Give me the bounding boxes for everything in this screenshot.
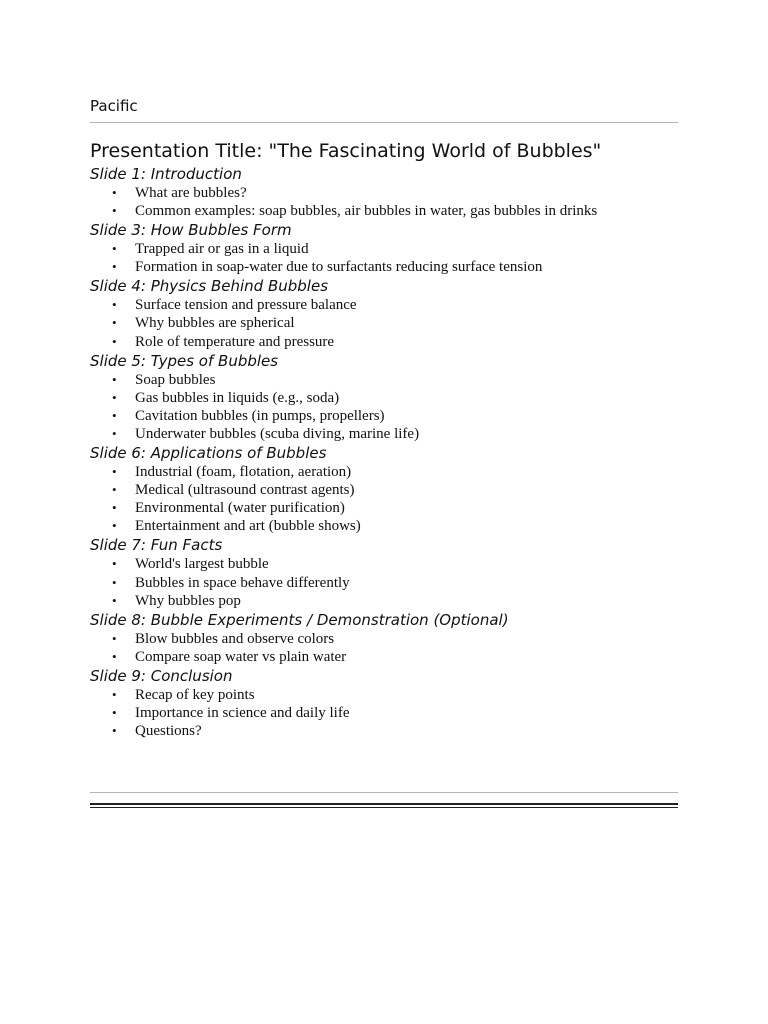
list-item xyxy=(90,574,678,592)
bullet-icon: • xyxy=(112,482,117,498)
bullet-icon: • xyxy=(112,389,117,405)
bullet-icon: • xyxy=(112,518,117,534)
bullet-icon: • xyxy=(112,630,117,646)
bullet-icon: • xyxy=(112,574,117,590)
bullet-icon: • xyxy=(112,371,117,387)
bullet-list xyxy=(90,463,678,535)
bullet-icon: • xyxy=(112,333,117,349)
list-item xyxy=(90,463,678,481)
bullet-icon: • xyxy=(112,241,117,257)
list-item-text: Recap of key points xyxy=(135,686,255,703)
list-item-text: Medical (ultrasound contrast agents) xyxy=(135,482,355,499)
list-item xyxy=(90,371,678,389)
list-item-text: Questions? xyxy=(135,723,202,740)
bullet-icon: • xyxy=(112,425,117,441)
bullet-icon: • xyxy=(112,315,117,331)
bullet-icon: • xyxy=(112,464,117,480)
bullet-icon: • xyxy=(112,592,117,608)
list-item-text: Cavitation bubbles (in pumps, propellers) xyxy=(135,407,385,424)
list-item-text: Common examples: soap bubbles, air bubbles in water, gas bubbles in drinks xyxy=(135,203,598,220)
list-item xyxy=(90,722,678,740)
list-item xyxy=(90,555,678,573)
bullet-icon: • xyxy=(112,203,117,219)
slide-heading: Slide 4: Physics Behind Bubbles xyxy=(90,277,329,296)
slide-heading: Slide 5: Types of Bubbles xyxy=(90,351,279,370)
bullet-list xyxy=(90,296,678,350)
list-item-text: Formation in soap-water due to surfactants reducing surface tension xyxy=(135,259,543,276)
bullet-list xyxy=(90,555,678,609)
list-item-text: World's largest bubble xyxy=(135,556,269,573)
slide-section xyxy=(90,535,678,609)
list-item xyxy=(90,630,678,648)
bullet-list xyxy=(90,686,678,740)
slide-section xyxy=(90,610,678,666)
list-item xyxy=(90,648,678,666)
list-item xyxy=(90,481,678,499)
list-item-text: Surface tension and pressure balance xyxy=(135,297,357,314)
bullet-list xyxy=(90,184,678,220)
list-item-text: Importance in science and daily life xyxy=(135,704,350,721)
page-header: Pacific xyxy=(90,97,138,115)
list-item xyxy=(90,184,678,202)
slide-section xyxy=(90,276,678,350)
list-item xyxy=(90,592,678,610)
bullet-icon: • xyxy=(112,407,117,423)
list-item-text: Trapped air or gas in a liquid xyxy=(135,241,309,258)
bullet-icon: • xyxy=(112,556,117,572)
footer xyxy=(90,792,678,808)
list-item xyxy=(90,296,678,314)
slide-heading: Slide 7: Fun Facts xyxy=(90,536,223,555)
list-item xyxy=(90,202,678,220)
list-item-text: Industrial (foam, flotation, aeration) xyxy=(135,464,352,481)
bullet-icon: • xyxy=(112,704,117,720)
document-title: Presentation Title: "The Fascinating World of Bubbles" xyxy=(90,140,602,162)
list-item-text: Bubbles in space behave differently xyxy=(135,574,350,591)
document-body xyxy=(90,164,678,740)
bullet-icon: • xyxy=(112,297,117,313)
bullet-list xyxy=(90,371,678,443)
slide-heading: Slide 8: Bubble Experiments / Demonstration (Optional) xyxy=(90,610,509,629)
slide-section xyxy=(90,666,678,740)
list-item-text: What are bubbles? xyxy=(135,185,247,201)
slide-section xyxy=(90,164,678,220)
list-item xyxy=(90,314,678,332)
list-item xyxy=(90,499,678,517)
list-item xyxy=(90,333,678,351)
list-item-text: Environmental (water purification) xyxy=(135,500,345,517)
slide-heading: Slide 1: Introduction xyxy=(90,165,242,183)
list-item xyxy=(90,686,678,704)
document-page xyxy=(90,96,678,740)
header-divider xyxy=(90,122,678,123)
bullet-icon: • xyxy=(112,686,117,702)
list-item-text: Gas bubbles in liquids (e.g., soda) xyxy=(135,389,340,406)
slide-heading: Slide 3: How Bubbles Form xyxy=(90,221,292,240)
list-item-text: Underwater bubbles (scuba diving, marine life) xyxy=(135,425,420,442)
footer-double-rule xyxy=(90,803,678,808)
slide-section xyxy=(90,443,678,535)
bullet-icon: • xyxy=(112,648,117,664)
list-item xyxy=(90,704,678,722)
bullet-list xyxy=(90,630,678,666)
bullet-icon: • xyxy=(112,185,117,200)
slide-heading: Slide 9: Conclusion xyxy=(90,666,233,685)
list-item xyxy=(90,425,678,443)
list-item-text: Entertainment and art (bubble shows) xyxy=(135,518,361,535)
list-item-text: Soap bubbles xyxy=(135,371,216,388)
bullet-icon: • xyxy=(112,500,117,516)
list-item xyxy=(90,517,678,535)
bullet-icon: • xyxy=(112,723,117,739)
bullet-list xyxy=(90,240,678,276)
list-item xyxy=(90,258,678,276)
list-item xyxy=(90,389,678,407)
footer-divider xyxy=(90,792,678,793)
slide-section xyxy=(90,351,678,443)
list-item-text: Why bubbles are spherical xyxy=(135,315,295,332)
list-item-text: Compare soap water vs plain water xyxy=(135,648,347,665)
list-item xyxy=(90,407,678,425)
list-item-text: Why bubbles pop xyxy=(135,592,241,609)
slide-heading: Slide 6: Applications of Bubbles xyxy=(90,444,327,463)
list-item-text: Blow bubbles and observe colors xyxy=(135,630,335,647)
list-item xyxy=(90,240,678,258)
list-item-text: Role of temperature and pressure xyxy=(135,333,335,350)
slide-section xyxy=(90,220,678,276)
bullet-icon: • xyxy=(112,259,117,275)
